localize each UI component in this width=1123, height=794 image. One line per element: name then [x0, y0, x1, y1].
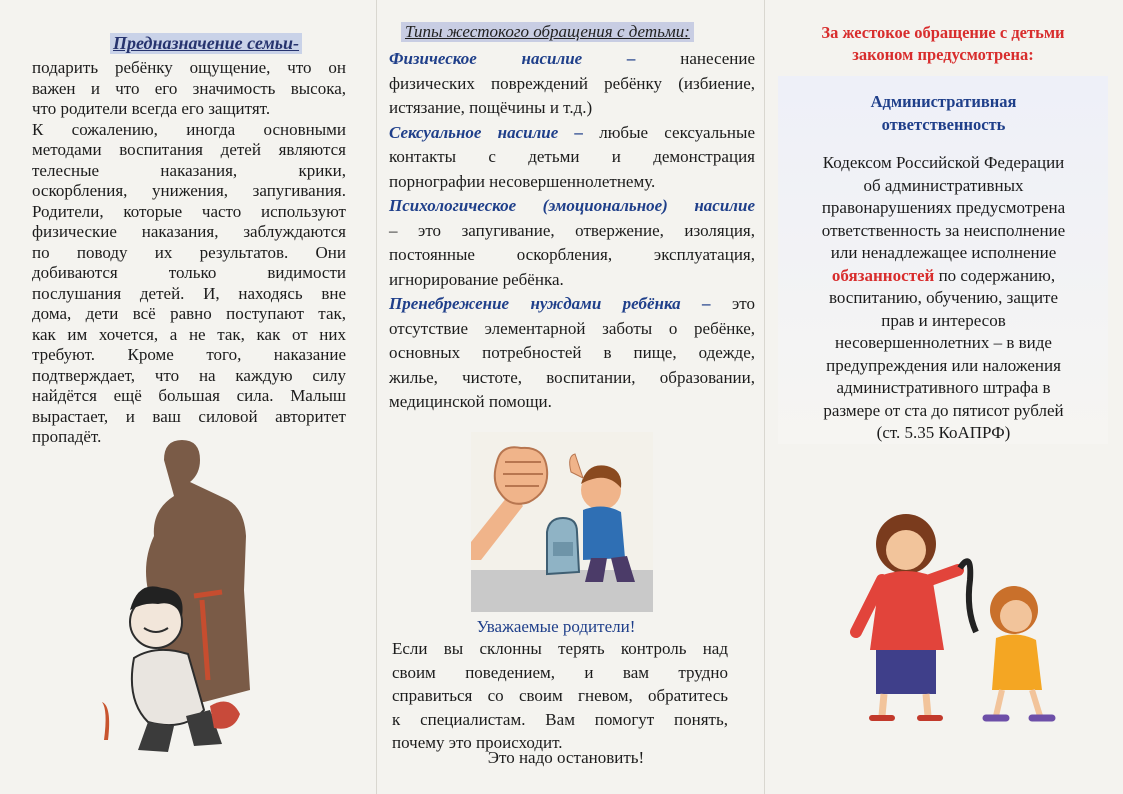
text-line: прав и интересов	[881, 310, 1006, 330]
mother-with-belt-illustration	[836, 500, 1068, 730]
fist-and-child-illustration	[471, 432, 653, 612]
physical-abuse-term: Физическое насилие –	[389, 49, 636, 68]
text-line: воспитанию, обучению, защите	[828, 288, 1059, 307]
text-fragment: нанесение	[680, 49, 755, 68]
text-line: требуют. Кроме того, наказание	[32, 345, 346, 364]
text-line: вырастает, и ваш силовой авторитет	[32, 406, 346, 426]
text-line: что родители всегда его защитят.	[32, 99, 271, 118]
text-line: порнографии несовершеннолетнему.	[389, 171, 656, 191]
text-line: своим поведением, и вам трудно	[392, 662, 728, 682]
text-fragment: по содержанию,	[934, 265, 1056, 285]
text-line: почему это происходит.	[392, 733, 563, 752]
obligations-highlight: обязанностей	[831, 265, 935, 285]
legal-code-text	[764, 152, 1123, 445]
text-line: физические наказания, заблуждаются	[32, 222, 346, 241]
text-line: истязание, пощёчины и т.д.)	[389, 98, 593, 117]
legal-heading-line: За жестокое обращение с детьми	[821, 23, 1065, 42]
appeal-text	[392, 637, 728, 755]
family-purpose-heading: Предназначение семьи-	[110, 33, 302, 54]
text-fragment: это	[710, 294, 755, 313]
text-line: административного штрафа в	[836, 378, 1051, 397]
text-line: игнорирование ребёнка.	[389, 269, 564, 289]
text-line: основных потребностей в пище, одежде,	[389, 343, 755, 362]
text-line: предупреждения или наложения	[826, 355, 1061, 375]
text-line: ответственность за неисполнение	[821, 220, 1066, 240]
text-line: как им хочется, а не так, как от них	[32, 324, 346, 344]
sexual-abuse-term: Сексуальное насилие –	[389, 122, 584, 142]
text-line: Родители, которые часто используют	[32, 201, 346, 221]
middle-panel	[376, 0, 764, 794]
right-panel	[764, 0, 1123, 794]
text-line: об административных	[863, 175, 1024, 195]
text-fragment: любые сексуальные	[583, 122, 755, 142]
text-line: жилье, чистоте, воспитании, образовании,	[389, 367, 755, 387]
text-line: физических повреждений ребёнку (избиение,	[389, 73, 755, 93]
text-line: пропадёт.	[32, 427, 102, 446]
legal-heading-line: законом предусмотрена:	[852, 45, 1034, 64]
family-purpose-text	[32, 58, 346, 448]
admin-responsibility-heading	[764, 90, 1123, 136]
text-line: контакты с детьми и демонстрация	[389, 147, 755, 166]
stop-call: Это надо остановить!	[487, 748, 645, 767]
text-line: подтверждает, что на каждую силу	[32, 365, 346, 385]
text-line: постоянные оскорбления, эксплуатация,	[389, 245, 755, 264]
text-line: справиться со своим гневом, обратитесь	[392, 686, 728, 705]
text-line: отсутствие элементарной заботы о ребёнке,	[389, 318, 755, 338]
text-line: к специалистам. Вам помогут понять,	[392, 709, 728, 729]
text-line: или ненадлежащее исполнение	[830, 243, 1057, 262]
text-line: несовершеннолетних – в виде	[835, 333, 1052, 352]
dear-parents-heading: Уважаемые родители!	[476, 617, 636, 636]
text-line: Кодексом Российской Федерации	[822, 153, 1065, 172]
text-line: телесные наказания, крики,	[32, 160, 346, 180]
text-line: оскорбления, унижения, запугивания.	[32, 181, 346, 200]
legal-heading	[778, 22, 1108, 66]
text-line: подарить ребёнку ощущение, что он	[32, 58, 346, 77]
neglect-term: Пренебрежение нуждами ребёнка –	[389, 294, 711, 313]
text-line: Если вы склонны терять контроль над	[392, 639, 728, 658]
text-line: послушания детей. И, находясь вне	[32, 283, 346, 303]
psychological-abuse-term: Психологическое (эмоциональное) насилие	[389, 196, 755, 215]
abuse-types-heading: Типы жестокого обращения с детьми:	[401, 22, 694, 42]
text-line: найдётся ещё большая сила. Малыш	[32, 386, 346, 405]
text-line: размере от ста до пятисот рублей	[823, 400, 1064, 420]
text-line: медицинской помощи.	[389, 392, 552, 411]
text-line: – это запугивание, отвержение, изоляция,	[389, 220, 755, 240]
text-line: важен и что его значимость высока,	[32, 78, 346, 98]
text-line: (ст. 5.35 КоАПРФ)	[876, 423, 1011, 442]
text-line: дома, дети всё равно поступают так,	[32, 304, 346, 323]
angry-child-illustration	[94, 440, 304, 760]
text-line: методами воспитания детей являются	[32, 140, 346, 159]
admin-heading-line: Административная	[870, 92, 1017, 111]
text-line: правонарушениях предусмотрена	[821, 198, 1066, 217]
left-panel	[0, 0, 376, 794]
text-line: по поводу их результатов. Они	[32, 242, 346, 262]
text-line: К сожалению, иногда основными	[32, 119, 346, 139]
admin-heading-line: ответственность	[881, 115, 1006, 134]
abuse-types-text	[389, 47, 755, 415]
text-line: добиваются только видимости	[32, 263, 346, 282]
